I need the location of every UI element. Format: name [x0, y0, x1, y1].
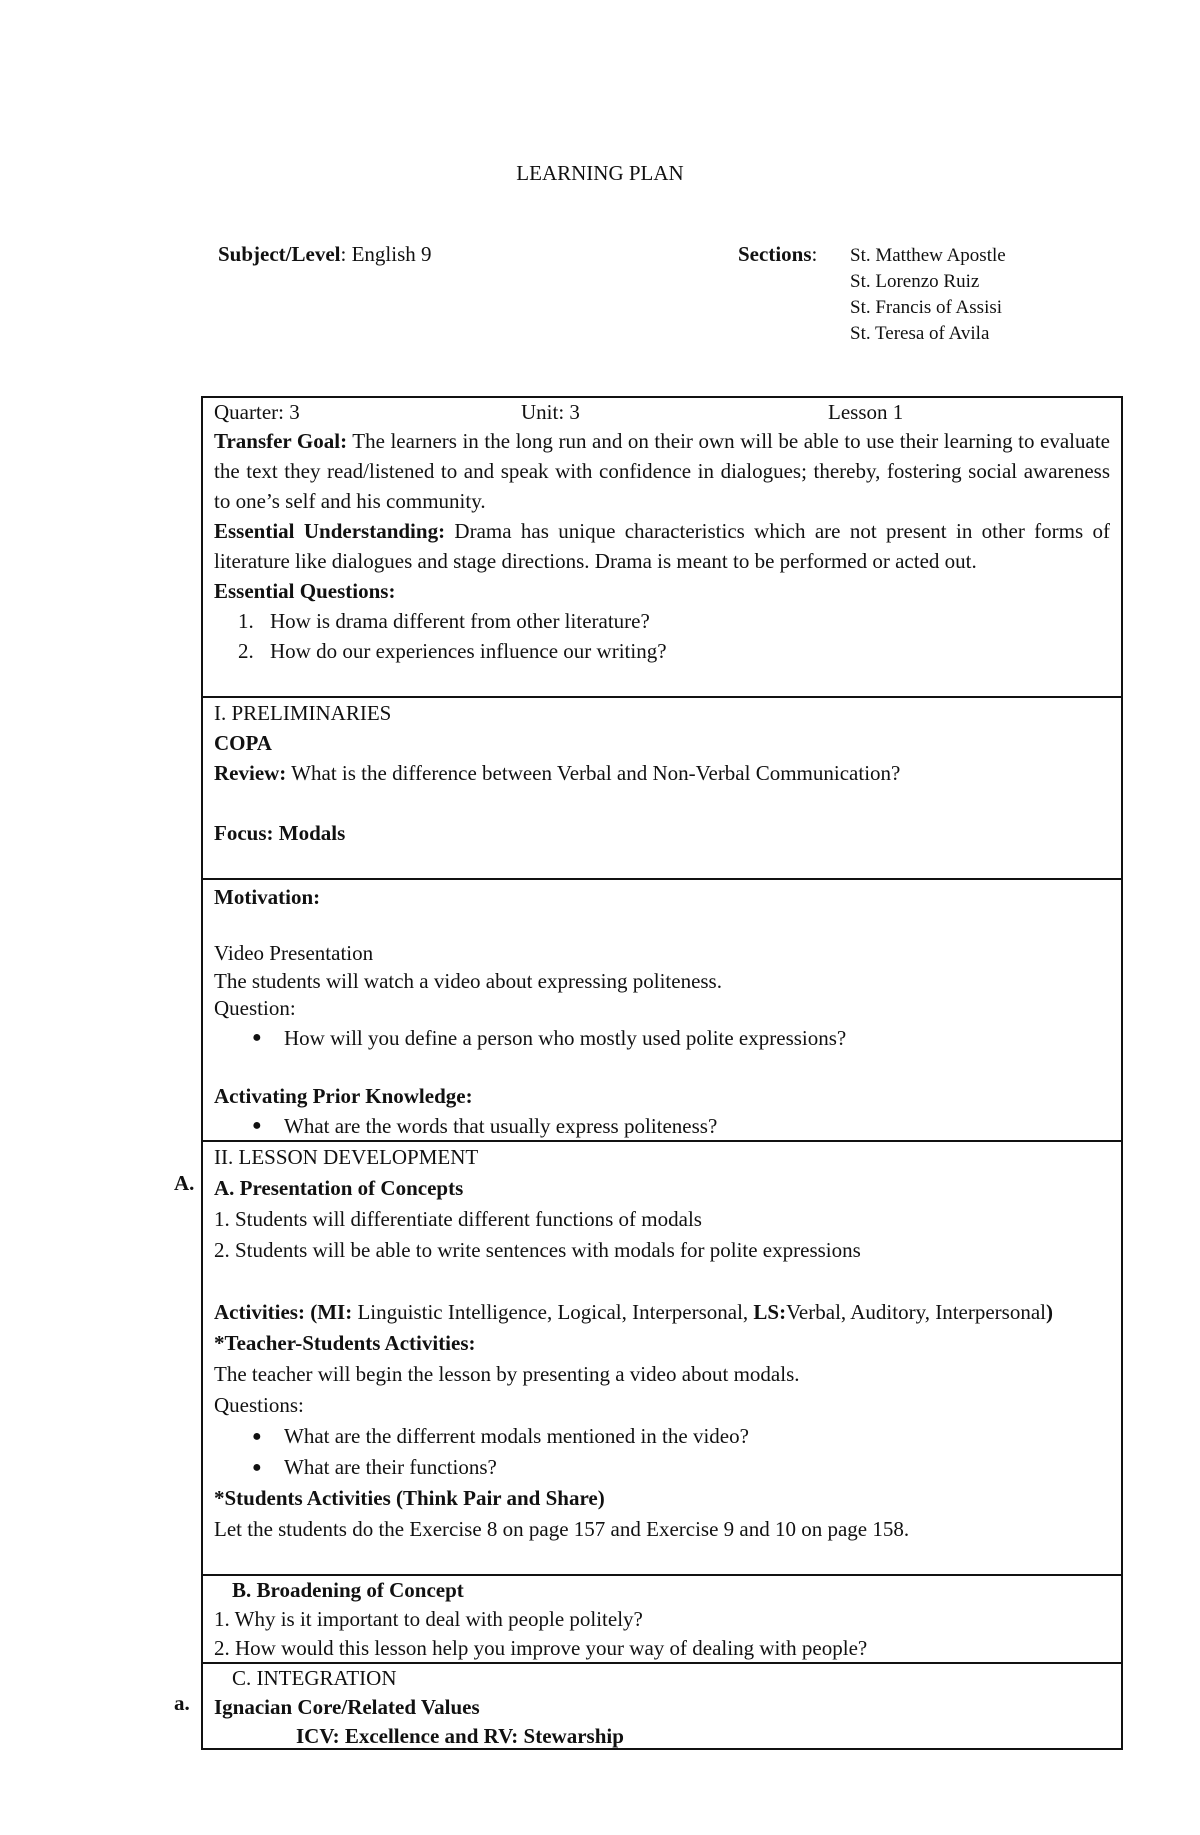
list-item: 2. How would this lesson help you improve your way of dealing with people? — [214, 1636, 868, 1660]
lesson-development-heading: II. LESSON DEVELOPMENT — [214, 1145, 479, 1169]
focus: Focus: Modals — [214, 821, 346, 845]
bullet-item — [214, 1023, 1110, 1053]
ts-text: The teacher will begin the lesson by presenting a video about modals. — [214, 1362, 800, 1386]
quarter-row — [214, 398, 1110, 426]
outside-marker-a: A. — [174, 1171, 195, 1195]
sections-colon: : — [811, 242, 818, 266]
presentation-heading: A. Presentation of Concepts — [214, 1176, 464, 1200]
review — [214, 758, 1110, 788]
list-item — [214, 636, 1110, 666]
activities — [214, 1297, 1110, 1328]
eu-label: Essential Understanding: — [214, 519, 446, 543]
preliminaries-cell — [203, 696, 1121, 878]
overview-cell — [203, 398, 1121, 696]
bullet-icon: ● — [252, 1029, 262, 1046]
section-item: St. Francis of Assisi — [850, 297, 1003, 318]
review-text: What is the difference between Verbal and Non-Verbal Communication? — [286, 761, 901, 785]
video-presentation: Video Presentation — [214, 941, 374, 965]
broadening-heading: B. Broadening of Concept — [232, 1578, 464, 1602]
unit: Unit: 3 — [521, 400, 580, 424]
motivation-label: Motivation: — [214, 885, 321, 909]
questions-label: Questions: — [214, 1393, 304, 1417]
bullet-icon: ● — [252, 1117, 262, 1134]
list-item — [214, 606, 1110, 636]
essential-understanding — [214, 516, 1110, 576]
sections-label-group — [738, 242, 817, 267]
integration-heading: C. INTEGRATION — [232, 1666, 397, 1690]
copa: COPA — [214, 731, 272, 755]
question-label: Question: — [214, 996, 296, 1020]
bullet-item — [214, 1111, 1110, 1140]
bullet-text: How will you define a person who mostly used polite expressions? — [284, 1026, 847, 1050]
list-item: 2. Students will be able to write sentences with modals for polite expressions — [214, 1238, 861, 1262]
section-item: St. Teresa of Avila — [850, 323, 990, 344]
subject-level — [218, 242, 432, 267]
apk-label: Activating Prior Knowledge: — [214, 1084, 473, 1108]
list-text: How is drama different from other literature? — [270, 609, 650, 633]
quarter: Quarter: 3 — [214, 400, 300, 424]
list-item: 1. Why is it important to deal with people politely? — [214, 1607, 643, 1631]
transfer-goal-label: Transfer Goal: — [214, 429, 348, 453]
eu-text: Drama has unique characteristics which are not present in other forms of literature like dialogues and stage directions. Drama is meant to be performed or acted out. — [214, 519, 1110, 573]
bullet-text: What are the differrent modals mentioned in the video? — [284, 1424, 749, 1448]
transfer-goal — [214, 426, 1110, 516]
sections-label: Sections — [738, 242, 812, 266]
bullet-icon: ● — [252, 1428, 262, 1445]
list-number: 1. — [238, 609, 254, 633]
subject-label: Subject/Level — [218, 242, 341, 266]
preliminaries-heading: I. PRELIMINARIES — [214, 701, 392, 725]
video-text: The students will watch a video about expressing politeness. — [214, 969, 722, 993]
outside-marker-a-small: a. — [174, 1691, 190, 1715]
bullet-item — [214, 1452, 1110, 1483]
activities-label: Activities: (MI: — [214, 1300, 353, 1324]
list-item: 1. Students will differentiate different functions of modals — [214, 1207, 702, 1231]
list-text: How do our experiences influence our writing? — [270, 639, 667, 663]
lesson: Lesson 1 — [828, 400, 904, 424]
integration-cell — [203, 1662, 1121, 1748]
section-item: St. Lorenzo Ruiz — [850, 271, 980, 292]
eq-label: Essential Questions: — [214, 579, 396, 603]
activities-close: ) — [1046, 1300, 1053, 1324]
activities-ls: Verbal, Auditory, Interpersonal — [786, 1300, 1046, 1324]
bullet-text: What are the words that usually express politeness? — [284, 1114, 718, 1138]
bullet-icon: ● — [252, 1459, 262, 1476]
activities-ls-label: LS: — [753, 1300, 787, 1324]
list-number: 2. — [238, 639, 254, 663]
section-item: St. Matthew Apostle — [850, 245, 1006, 266]
subject-value: : English 9 — [340, 242, 432, 266]
bullet-item — [214, 1421, 1110, 1452]
transfer-goal-text: The learners in the long run and on their own will be able to use their learning to evaluate the text they read/listened to and speak with confidence in dialogues; thereby, fostering social awareness to one’s self and his community. — [214, 429, 1110, 513]
icv-heading: Ignacian Core/Related Values — [214, 1695, 480, 1719]
motivation-cell — [203, 878, 1121, 1140]
ts-activities-label: *Teacher-Students Activities: — [214, 1331, 476, 1355]
activities-mi: Linguistic Intelligence, Logical, Interpersonal, — [352, 1300, 754, 1324]
page-title: LEARNING PLAN — [516, 161, 684, 185]
icv-values: ICV: Excellence and RV: Stewarship — [296, 1724, 624, 1748]
sections-list — [850, 243, 1006, 347]
students-activities-label: *Students Activities (Think Pair and Share) — [214, 1486, 605, 1510]
lesson-plan-table — [201, 396, 1123, 1750]
lesson-development-cell — [203, 1140, 1121, 1574]
bullet-text: What are their functions? — [284, 1455, 497, 1479]
students-text: Let the students do the Exercise 8 on page 157 and Exercise 9 and 10 on page 158. — [214, 1517, 910, 1541]
broadening-cell — [203, 1574, 1121, 1662]
review-label: Review: — [214, 761, 287, 785]
